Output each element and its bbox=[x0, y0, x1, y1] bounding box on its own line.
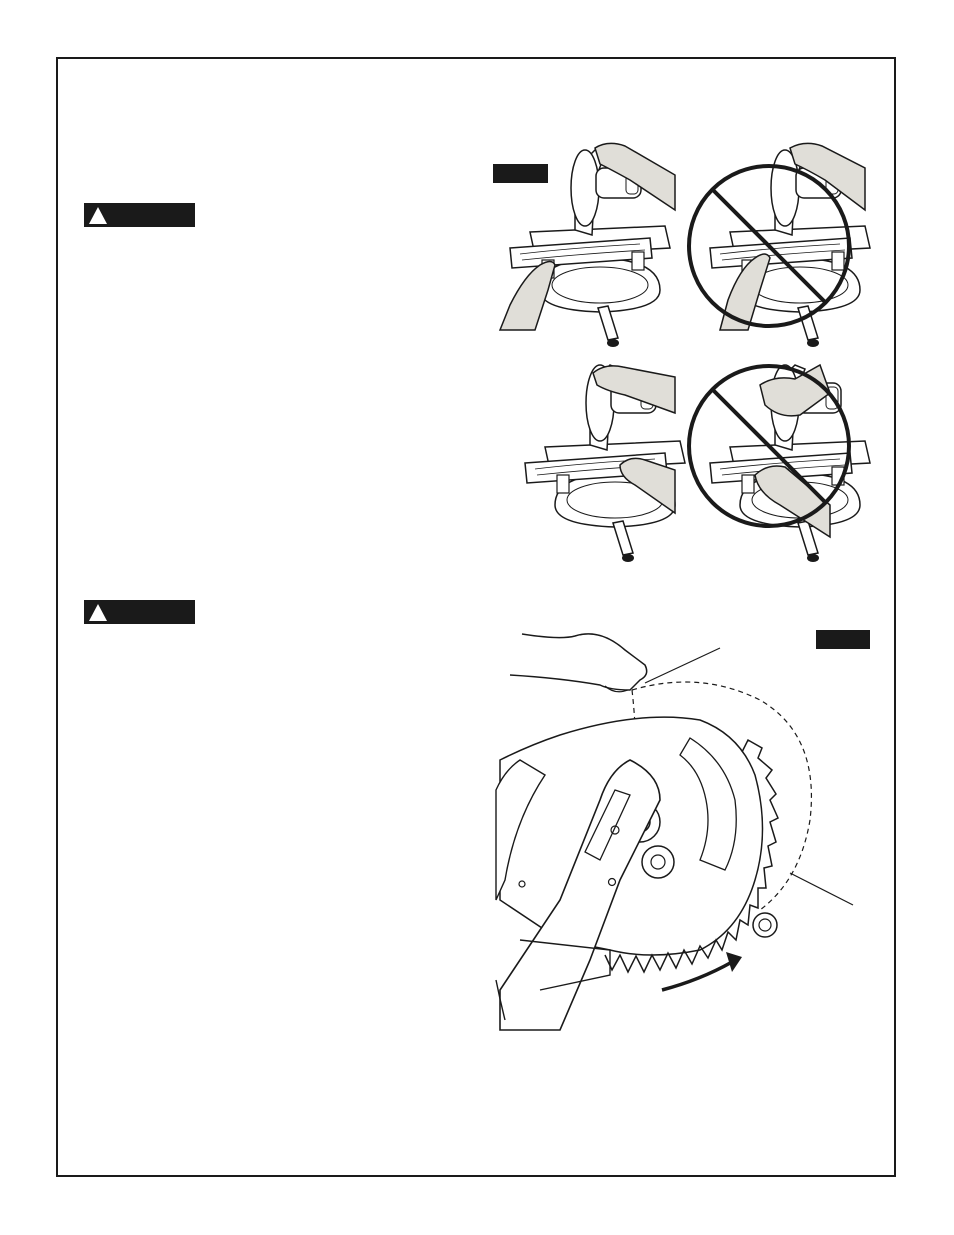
lower-guard-and-blade-rotation bbox=[496, 634, 853, 1030]
correct-hand-position-right bbox=[500, 143, 675, 347]
correct-hand-position-left bbox=[525, 365, 685, 562]
rotation-arrow-icon bbox=[662, 962, 732, 990]
wrong-hand-position-left bbox=[689, 365, 870, 562]
wrong-hand-position-right bbox=[689, 143, 870, 347]
